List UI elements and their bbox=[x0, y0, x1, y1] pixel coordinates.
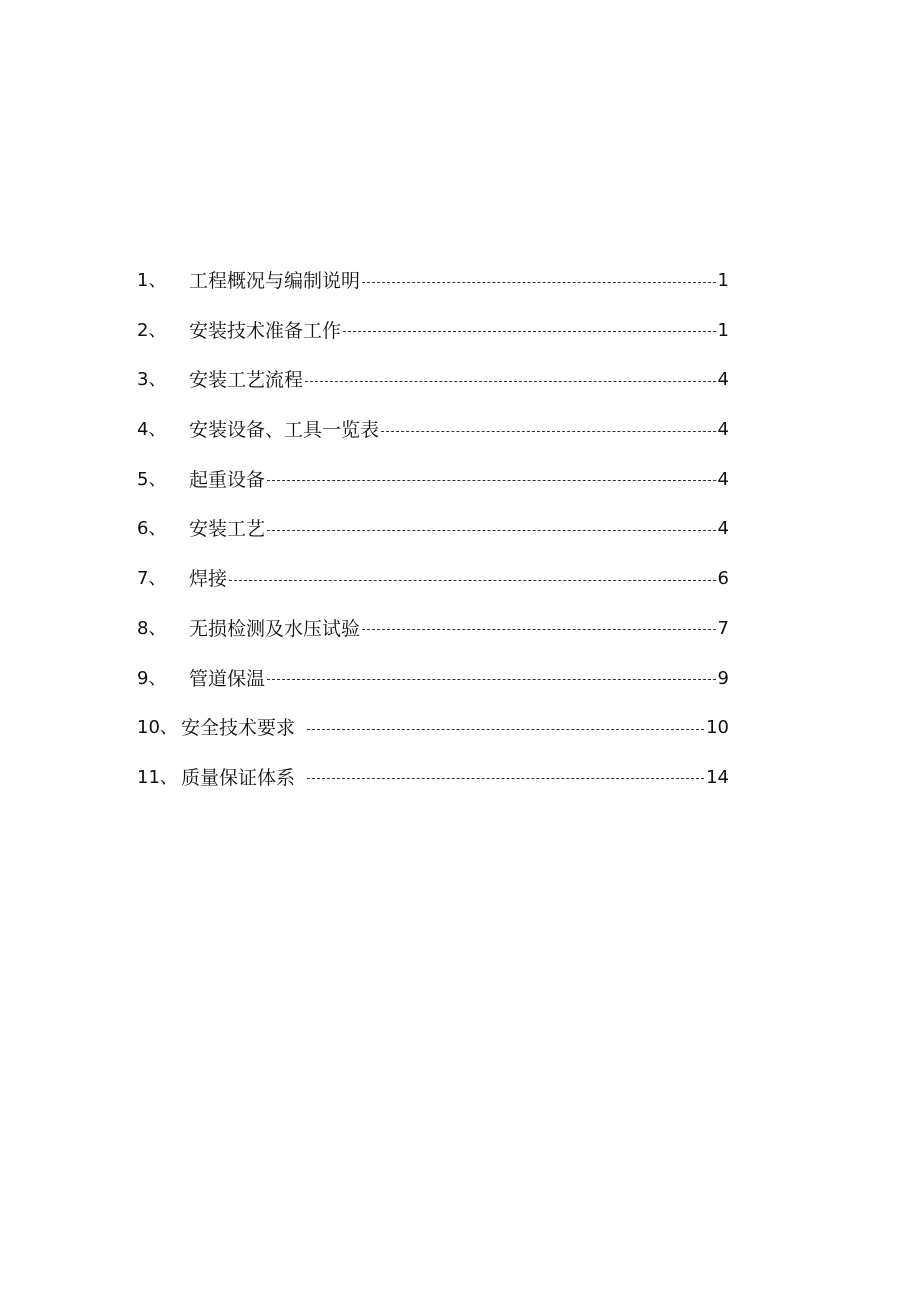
toc-entry-number: 4、 bbox=[137, 419, 167, 441]
dot-leader bbox=[267, 480, 716, 481]
toc-entry-page: 4 bbox=[717, 468, 729, 490]
toc-entry-title: 安全技术要求 bbox=[181, 717, 296, 740]
toc-entry-number: 6、 bbox=[137, 518, 167, 540]
toc-entry-10[interactable] bbox=[137, 713, 729, 743]
toc-entry-page: 4 bbox=[717, 518, 729, 540]
toc-entry-title: 质量保证体系 bbox=[181, 766, 296, 789]
toc-entry-4[interactable] bbox=[137, 415, 729, 445]
dot-leader bbox=[305, 381, 716, 382]
dot-leader bbox=[267, 679, 716, 680]
dot-leader bbox=[343, 331, 716, 332]
toc-entry-2[interactable] bbox=[137, 316, 729, 346]
toc-entry-title: 安装工艺 bbox=[189, 518, 266, 541]
toc-entry-number: 1、 bbox=[137, 270, 167, 291]
toc-entry-number: 3、 bbox=[137, 369, 167, 391]
toc-entry-number: 9、 bbox=[137, 667, 167, 689]
toc-entry-number: 8、 bbox=[137, 617, 167, 639]
toc-entry-title: 安装设备、工具一览表 bbox=[189, 419, 380, 442]
dot-leader bbox=[362, 629, 716, 630]
dot-leader bbox=[307, 729, 704, 730]
toc-entry-page: 10 bbox=[706, 717, 729, 739]
toc-entry-7[interactable] bbox=[137, 564, 729, 594]
toc-entry-title: 无损检测及水压试验 bbox=[189, 617, 361, 640]
dot-leader bbox=[307, 778, 704, 779]
toc-entry-page: 7 bbox=[717, 617, 729, 639]
toc-entry-5[interactable] bbox=[137, 465, 729, 495]
toc-entry-page: 1 bbox=[717, 319, 729, 341]
toc-entry-3[interactable] bbox=[137, 365, 729, 395]
toc-entry-title: 焊接 bbox=[189, 568, 228, 591]
toc-entry-number: 11、 bbox=[137, 766, 178, 788]
toc-entry-number: 10、 bbox=[137, 717, 178, 739]
toc-entry-number: 7、 bbox=[137, 568, 167, 590]
dot-leader bbox=[267, 530, 716, 531]
toc-entry-page: 1 bbox=[717, 270, 729, 291]
dot-leader bbox=[229, 580, 716, 581]
toc-entry-page: 6 bbox=[717, 568, 729, 590]
toc-entry-page: 4 bbox=[717, 369, 729, 391]
toc-entry-page: 9 bbox=[717, 667, 729, 689]
toc-entry-title: 安装工艺流程 bbox=[189, 369, 304, 392]
toc-entry-title: 安装技术准备工作 bbox=[189, 319, 342, 342]
toc-entry-6[interactable] bbox=[137, 514, 729, 544]
toc-entry-11[interactable] bbox=[137, 763, 729, 793]
toc-entry-page: 14 bbox=[706, 766, 729, 788]
toc-entry-1[interactable] bbox=[137, 266, 729, 296]
toc-entry-title: 起重设备 bbox=[189, 468, 266, 491]
dot-leader bbox=[362, 282, 716, 283]
toc-entry-title: 工程概况与编制说明 bbox=[189, 270, 361, 292]
toc-entry-page: 4 bbox=[717, 419, 729, 441]
toc-entry-title: 管道保温 bbox=[189, 667, 266, 690]
toc-entry-number: 5、 bbox=[137, 468, 167, 490]
toc-entry-8[interactable] bbox=[137, 614, 729, 644]
table-of-contents bbox=[137, 266, 729, 813]
dot-leader bbox=[381, 431, 716, 432]
toc-entry-number: 2、 bbox=[137, 319, 167, 341]
toc-entry-9[interactable] bbox=[137, 664, 729, 694]
